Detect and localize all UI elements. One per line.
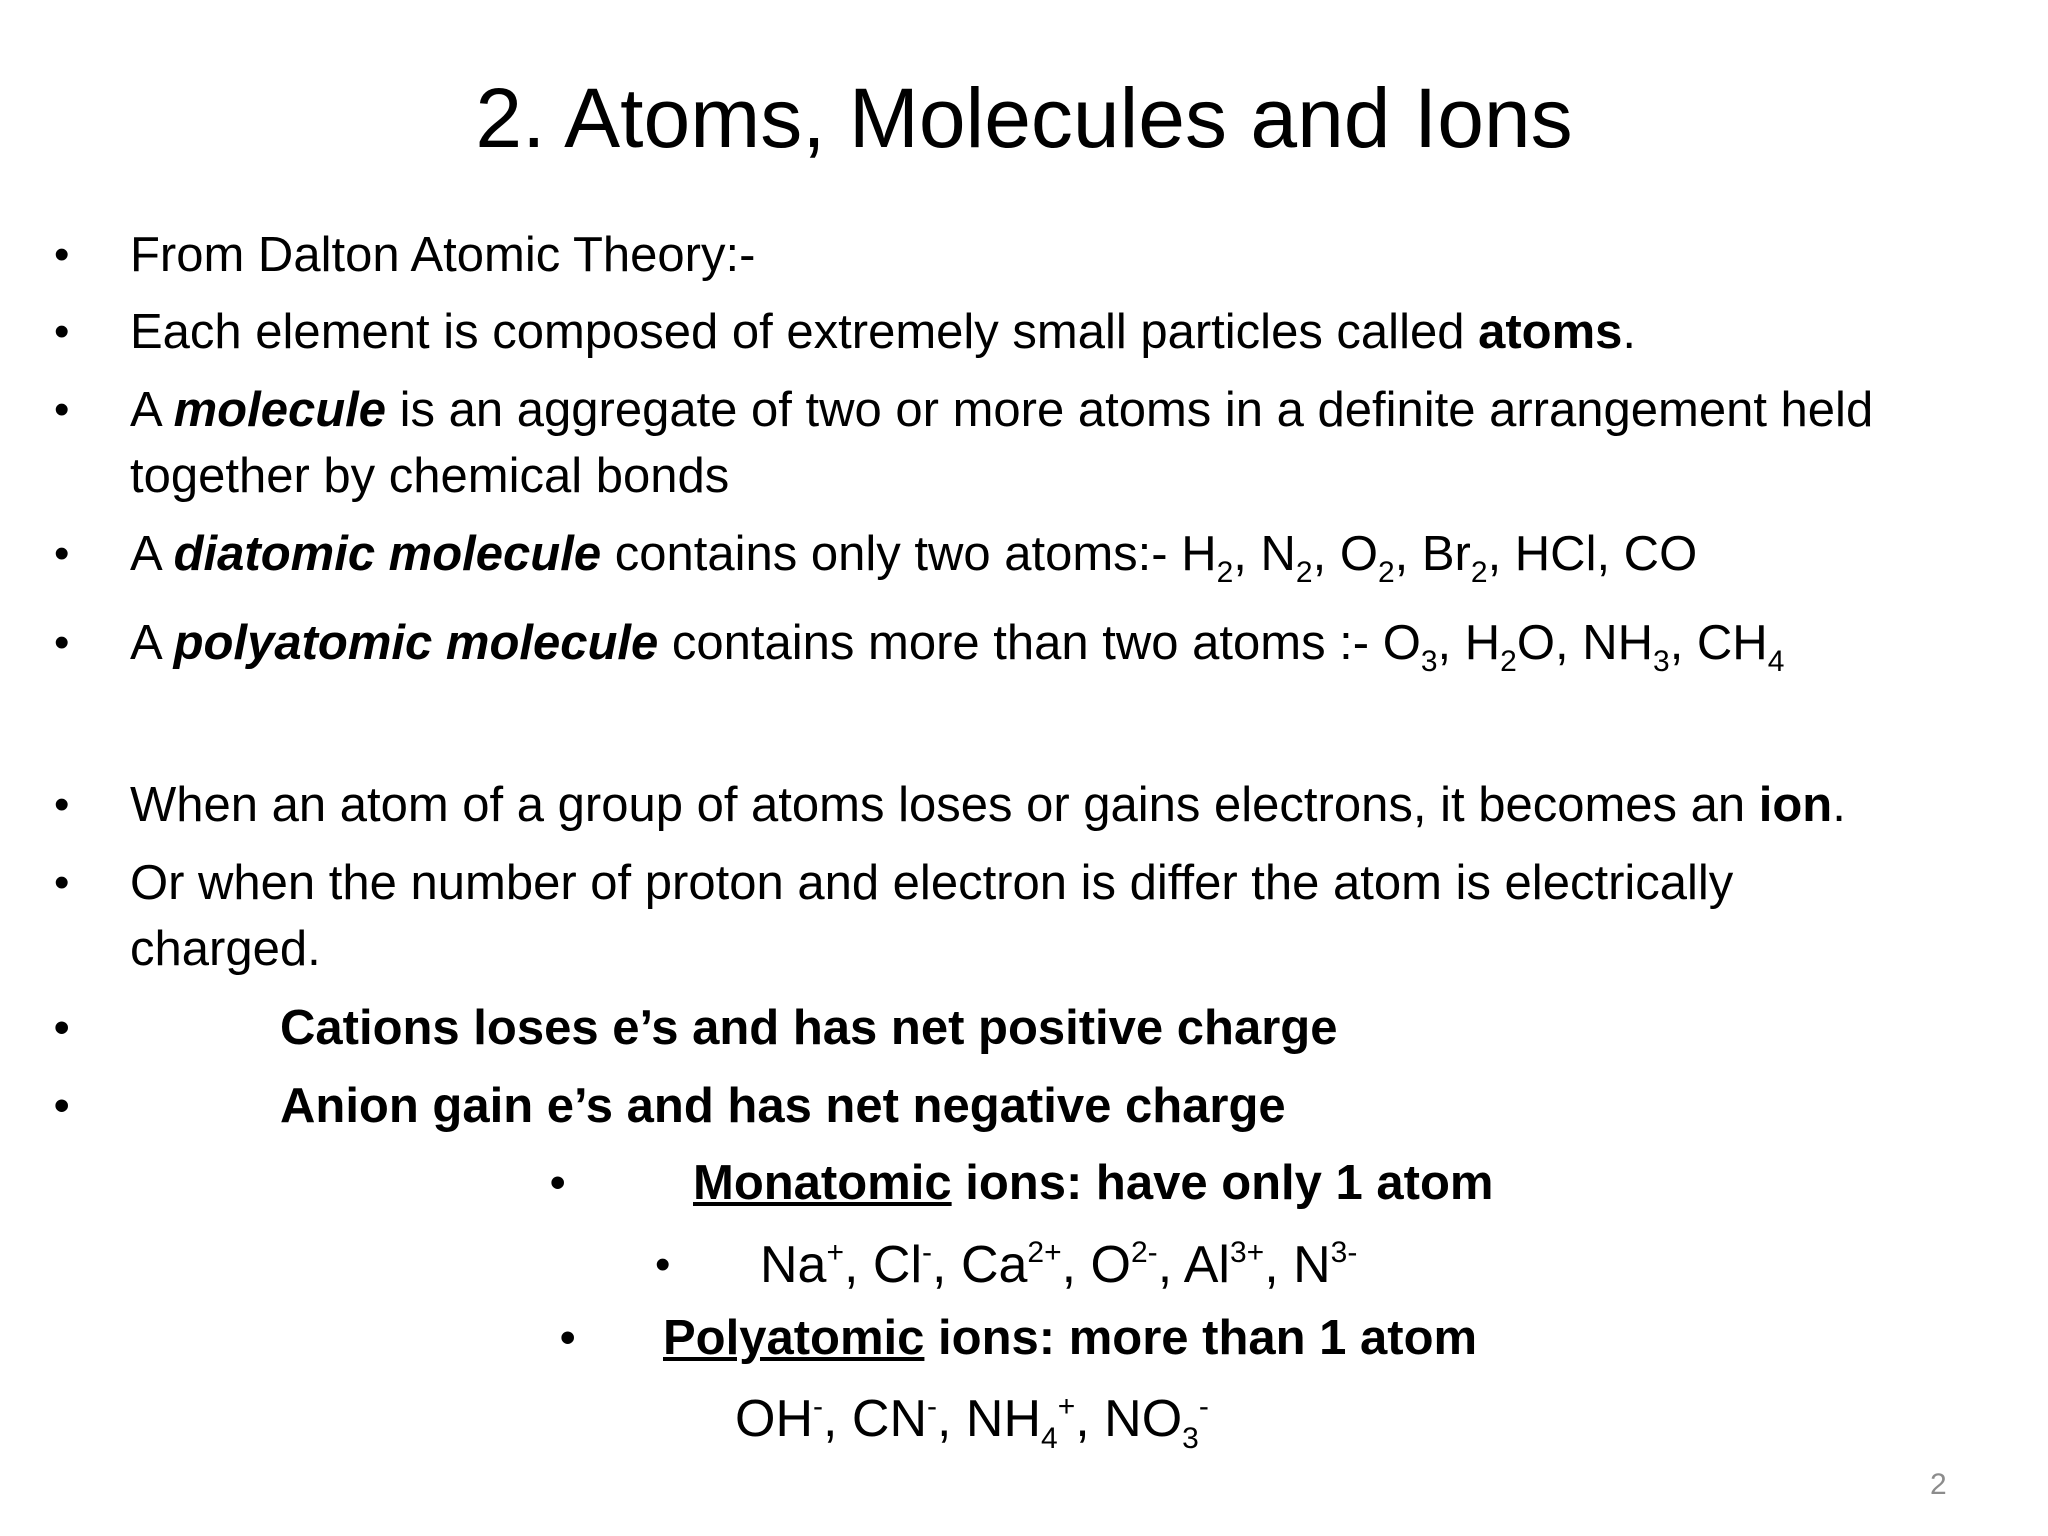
bullet-dot: •: [560, 1313, 576, 1362]
text-run: .: [1832, 778, 1846, 832]
bold-italic-term: polyatomic molecule: [173, 616, 659, 670]
text-run: contains more than two atoms :-: [658, 616, 1383, 670]
bullet-dot: •: [54, 618, 70, 667]
bold-term: ion: [1758, 778, 1833, 832]
bullet-text: A diatomic molecule contains only two atoms:- $H_2$, $N_2$, $O_2$, $Br_2$, HCl, CO: [130, 527, 1698, 589]
text-run: A: [130, 383, 174, 437]
bullet-dot: •: [54, 780, 70, 829]
text-run: contains only two atoms:-: [601, 527, 1182, 581]
bullet-dot: •: [54, 1003, 70, 1052]
text-run: A: [130, 616, 174, 670]
formula-ch4: $CH_4$: [1696, 616, 1785, 678]
bullet-dot: •: [54, 529, 70, 578]
text-run: is an aggregate of two or more atoms in a definite arrangement held together by chemical bonds: [130, 383, 1874, 503]
bold-italic-term: diatomic molecule: [173, 527, 602, 581]
bullet-text: From Dalton Atomic Theory:-: [130, 228, 756, 282]
bullet-dot: •: [54, 230, 70, 279]
text-run: When an atom of a group of atoms loses or gains electrons, it becomes an: [130, 778, 1759, 832]
bold-term: atoms: [1478, 305, 1623, 359]
underlined-term: Polyatomic: [663, 1311, 925, 1365]
polyatomic-examples: OH-, CN-, $NH_4^+$, $NO_3^-$: [735, 1390, 1209, 1455]
bullet-text: [130, 299, 1636, 365]
text-run: A: [130, 527, 174, 581]
bullet-text: A polyatomic molecule contains more than two atoms :- $O_3$, $H_2O$, $NH_3$, $CH_4$: [130, 616, 1785, 678]
ion-n: $N^{3-}$: [1293, 1236, 1358, 1294]
ion-ca: $Ca^{2+}$: [960, 1236, 1062, 1294]
bullet-text: Cations loses e’s and has net positive charge: [280, 1001, 1338, 1055]
ion-oh: OH-: [735, 1390, 823, 1448]
text-run: ions: have only 1 atom: [951, 1156, 1494, 1210]
bullet-text: Or when the number of proton and electron is differ the atom is electrically charged.: [130, 856, 1734, 976]
ion-o: $O^{2-}$: [1090, 1236, 1158, 1294]
bullet-text: [663, 1305, 1477, 1371]
formula-h2: $H_2$: [1181, 527, 1234, 589]
formula-hcl-co: HCl, CO: [1514, 527, 1698, 581]
formula-nh3: $NH_3$: [1582, 616, 1670, 678]
bullet-text: [130, 377, 1960, 509]
ion-cl: Cl-: [872, 1236, 933, 1294]
bullet-dot: •: [54, 385, 70, 434]
text-run: Each element is composed of extremely small particles called: [130, 305, 1479, 359]
slide-title: 2. Atoms, Molecules and Ions: [475, 71, 1573, 165]
bold-italic-term: molecule: [173, 383, 387, 437]
formula-o3: $O_3$: [1382, 616, 1438, 678]
formula-br2: $Br_2$: [1421, 527, 1488, 589]
formula-h2o: $H_2O$: [1464, 616, 1555, 678]
underlined-term: Monatomic: [693, 1156, 952, 1210]
bullet-dot: •: [550, 1158, 566, 1207]
text-run: ions: more than 1 atom: [924, 1311, 1478, 1365]
ion-al: $Al^{3+}$: [1183, 1236, 1265, 1294]
bullet-text: [130, 772, 1846, 838]
page-number: 2: [1930, 1468, 1947, 1501]
ion-list: Na+, Cl-, $Ca^{2+}$, $O^{2-}$, $Al^{3+}$, $N^{3-}$: [760, 1236, 1358, 1294]
ion-nh4: $NH_4^+$: [965, 1390, 1076, 1455]
bullet-dot: •: [655, 1240, 671, 1289]
bullet-text: Anion gain e’s and has net negative charge: [280, 1079, 1286, 1133]
formula-o2: $O_2$: [1339, 527, 1395, 589]
ion-na: Na+: [760, 1236, 845, 1294]
text-run: .: [1622, 305, 1637, 359]
bullet-text: [693, 1150, 1493, 1216]
bullet-dot: •: [54, 307, 70, 356]
ion-cn: CN-: [851, 1390, 938, 1448]
bullet-dot: •: [54, 1081, 70, 1130]
bullet-dot: •: [54, 858, 70, 907]
ion-no3: $NO_3^-$: [1104, 1390, 1209, 1455]
formula-n2: $N_2$: [1260, 527, 1313, 589]
